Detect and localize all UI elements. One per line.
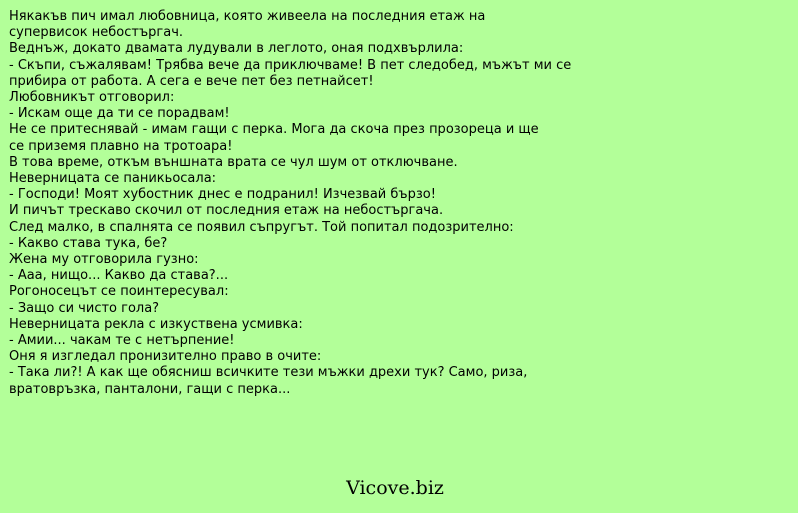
story-line: Веднъж, докато двамата лудували в леглото, оная подхвърлила: bbox=[9, 41, 464, 57]
story-line: вратовръзка, панталони, гащи с перка... bbox=[9, 381, 291, 397]
story-line: След малко, в спалнята се появил съпругът. Той попитал подозрително: bbox=[9, 219, 514, 235]
story-line: - Искам още да ти се порадвам! bbox=[9, 106, 230, 122]
joke-text bbox=[9, 9, 609, 398]
story-line: Рогоносецът се поинтересувал: bbox=[9, 284, 229, 300]
story-line: - Амии... чакам те с нетърпение! bbox=[9, 333, 235, 349]
story-line: - Защо си чисто гола? bbox=[9, 300, 160, 316]
story-line: Някакъв пич имал любовница, която живеела на последния етаж на bbox=[9, 9, 486, 24]
story-line: супервисок небостъргач. bbox=[9, 25, 184, 41]
story-line: прибира от работа. А сега е вече пет без петнайсет! bbox=[9, 73, 374, 89]
story-line: В това време, откъм външната врата се чул шум от отключване. bbox=[9, 154, 458, 170]
story-line: Любовникът отговорил: bbox=[9, 90, 175, 106]
story-line: Жена му отговорила гузно: bbox=[9, 252, 199, 268]
story-line: Невeрницата рекла с изкуствена усмивка: bbox=[9, 316, 303, 332]
story-line: И пичът трескаво скочил от последния етаж на небостъргача. bbox=[9, 203, 444, 219]
story-line: - Така ли?! А как ще обясниш всичките тези мъжки дрехи тук? Само, риза, bbox=[9, 365, 528, 381]
site-watermark: Vicove.biz bbox=[346, 477, 444, 499]
story-line: Невeрницата се паникьосала: bbox=[9, 171, 217, 187]
story-line: Не се притеснявай - имам гащи с перка. Мога да скоча през прозореца и ще bbox=[9, 122, 539, 138]
story-line: се приземя плавно на тротоара! bbox=[9, 138, 233, 154]
story-line: - Какво става тука, бе? bbox=[9, 235, 168, 251]
story-line: - Скъпи, съжалявам! Трябва вече да приключваме! В пет следобед, мъжът ми се bbox=[9, 57, 572, 73]
story-line: Оня я изгледал пронизително право в очите: bbox=[9, 349, 322, 365]
story-line: - Ааа, нищо... Какво да става?... bbox=[9, 268, 229, 284]
story-line: - Господи! Моят хубостник днес е подранил! Изчезвай бързо! bbox=[9, 187, 436, 203]
